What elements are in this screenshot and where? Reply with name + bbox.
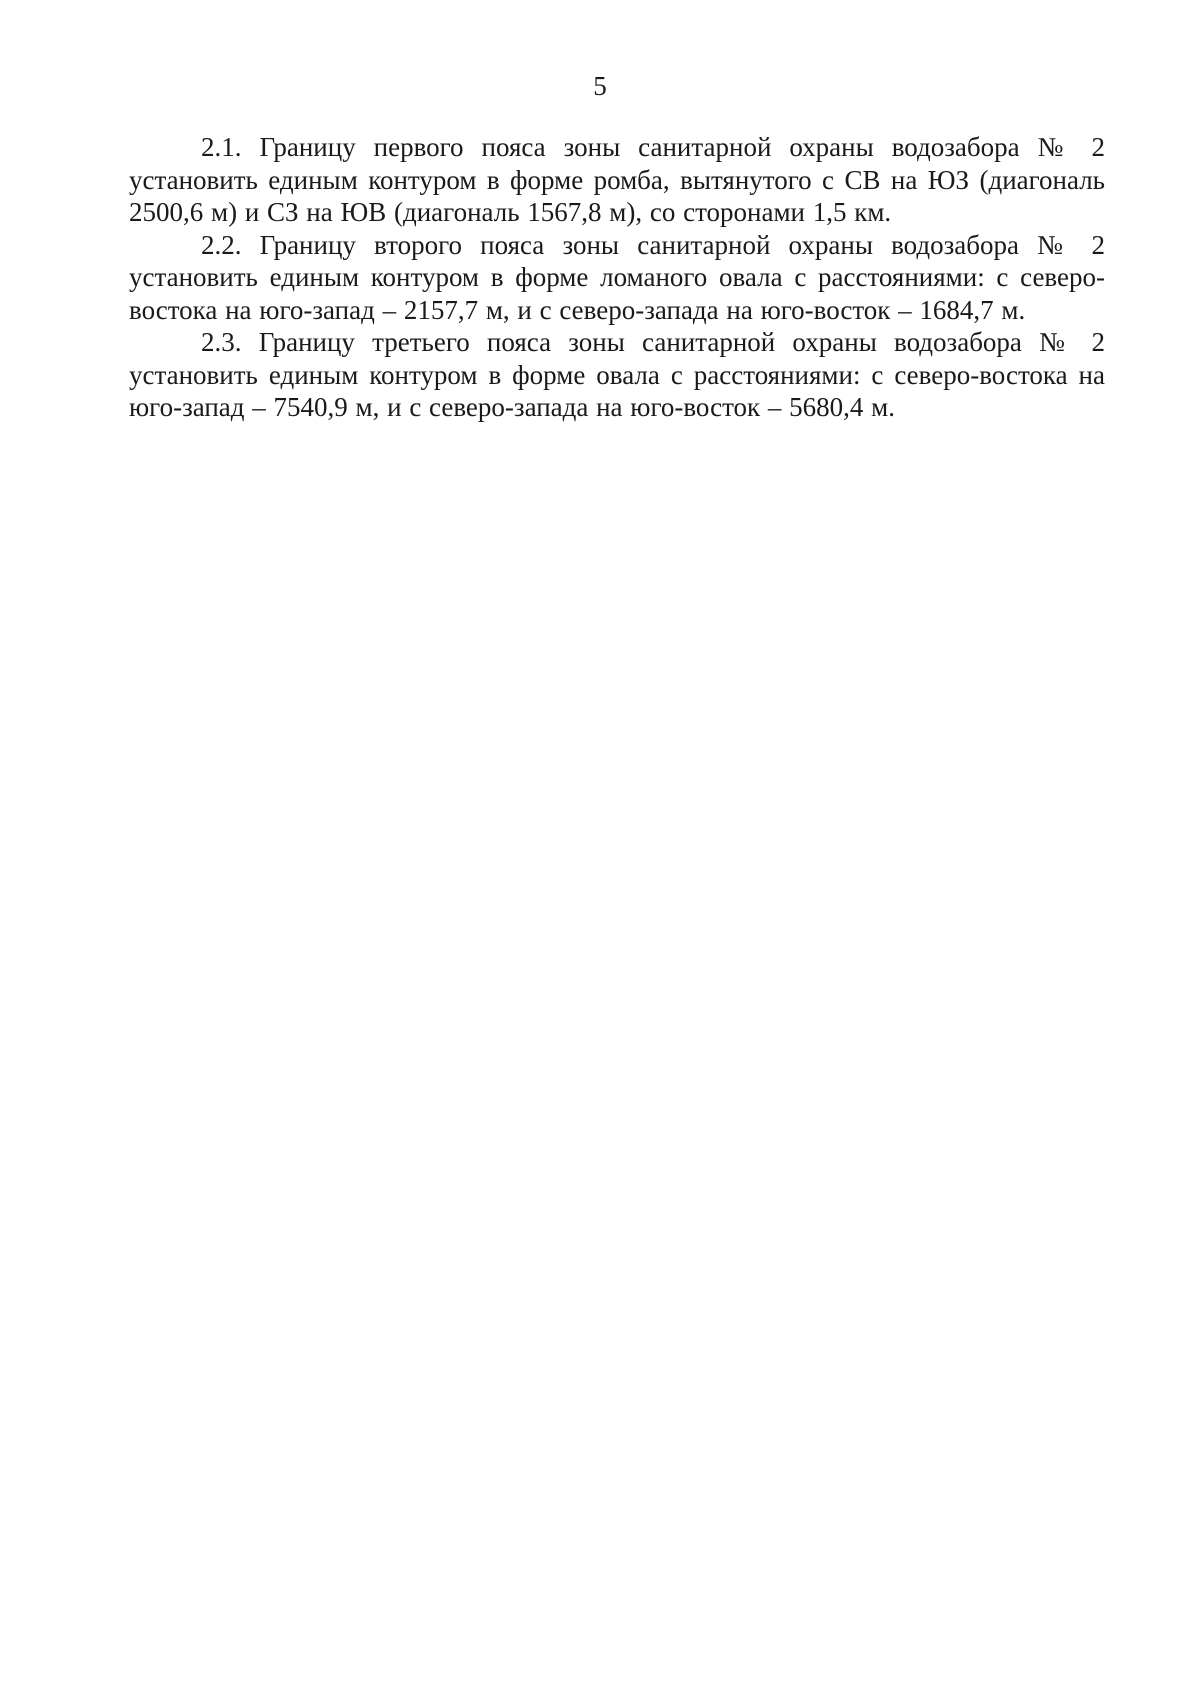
paragraph-2-1: 2.1. Границу первого пояса зоны санитарной охраны водозабора № 2 установить единым контуром в форме ромба, вытянутого с СВ на ЮЗ (диагональ 2500,6 м) и СЗ на ЮВ (диагональ 1567,8 м), со сторонами 1,5 км. [129,132,1105,227]
document-body [129,131,1105,424]
page-number: 5 [593,71,607,101]
paragraph-2-3: 2.3. Границу третьего пояса зоны санитарной охраны водозабора № 2 установить единым контуром в форме овала с расстояниями: с северо-востока на юго-запад – 7540,9 м, и с северо-запада на юго-восток – 5680,4 м. [129,327,1105,422]
paragraph-2-2: 2.2. Границу второго пояса зоны санитарной охраны водозабора № 2 установить единым контуром в форме ломаного овала с расстояниями: с северо-востока на юго-запад – 2157,7 м, и с северо-запада на юго-восток – 1684,7 м. [129,229,1105,325]
